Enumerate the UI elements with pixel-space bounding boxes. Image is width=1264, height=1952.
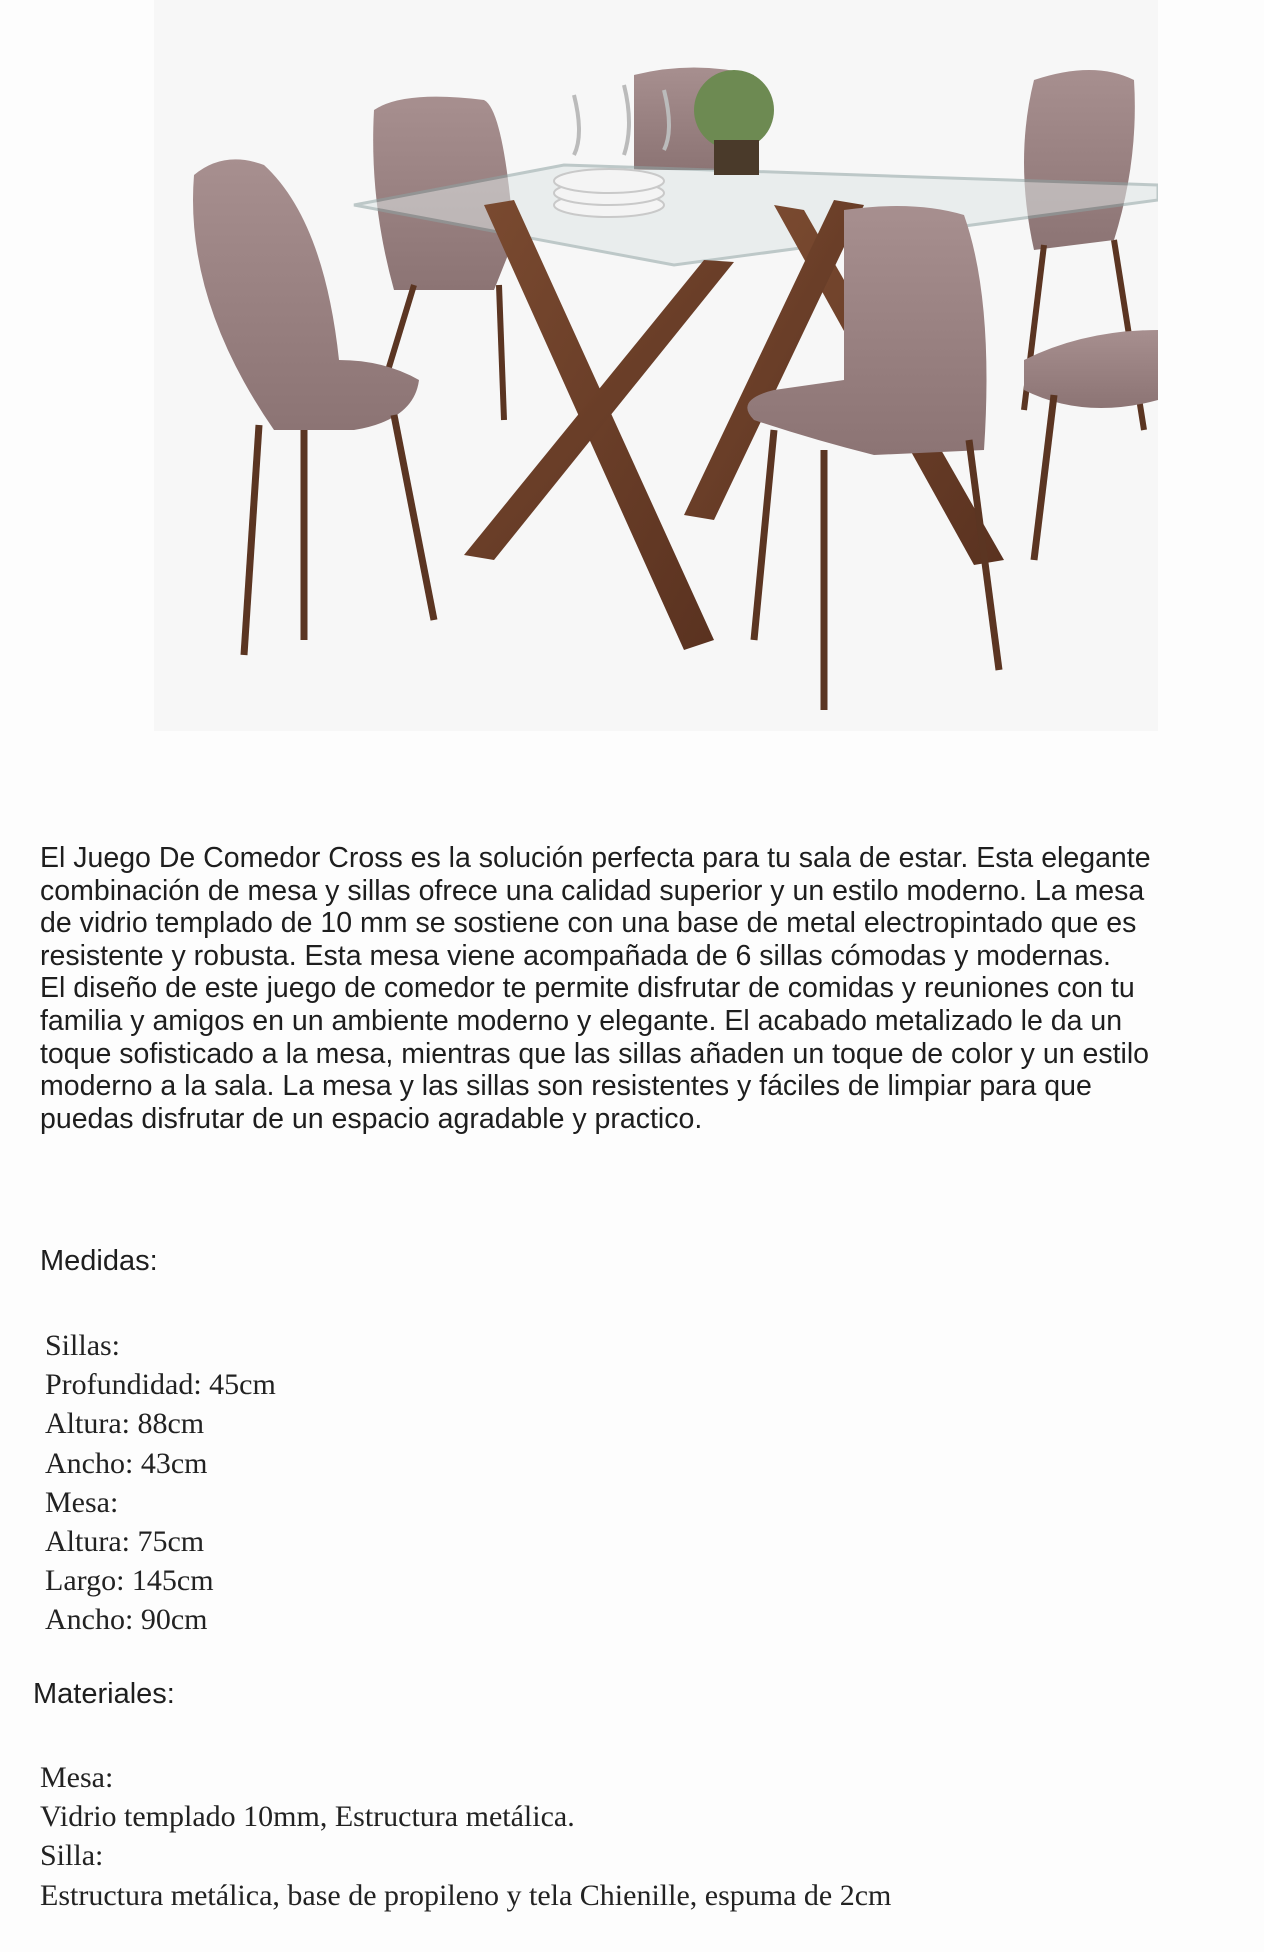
description-line: moderno a la sala. La mesa y las sillas son resistentes y fáciles de limpiar para que — [40, 1070, 1092, 1103]
description-line: puedas disfrutar de un espacio agradable y practico. — [40, 1102, 703, 1135]
medidas-list — [45, 1326, 276, 1640]
description-line: de vidrio templado de 10 mm se sostiene con una base de metal electropintado que es — [40, 907, 1137, 940]
medidas-line: Altura: 88cm — [45, 1407, 205, 1441]
materiales-heading: Materiales: — [33, 1678, 175, 1710]
description-line: resistente y robusta. Esta mesa viene acompañada de 6 sillas cómodas y modernas. — [40, 939, 1111, 972]
materiales-list — [40, 1758, 891, 1915]
dining-set-illustration — [154, 0, 1158, 731]
product-description — [40, 842, 1264, 1135]
description-line: combinación de mesa y sillas ofrece una calidad superior y un estilo moderno. La mesa — [40, 874, 1145, 907]
description-line: toque sofisticado a la mesa, mientras que las sillas añaden un toque de color y un estilo — [40, 1037, 1149, 1070]
product-image — [154, 0, 1158, 731]
medidas-line: Ancho: 43cm — [45, 1446, 208, 1480]
materiales-line: Estructura metálica, base de propileno y tela Chienille, espuma de 2cm — [40, 1878, 892, 1912]
medidas-line: Ancho: 90cm — [45, 1603, 208, 1637]
description-line: familia y amigos en un ambiente moderno y elegante. El acabado metalizado le da un — [40, 1004, 1123, 1037]
medidas-line: Largo: 145cm — [45, 1564, 214, 1598]
medidas-line: Mesa: — [45, 1485, 119, 1519]
materiales-line: Vidrio templado 10mm, Estructura metálica. — [40, 1800, 575, 1834]
materiales-line: Silla: — [40, 1839, 104, 1873]
materiales-line: Mesa: — [40, 1761, 114, 1794]
medidas-heading: Medidas: — [40, 1245, 158, 1277]
medidas-line: Profundidad: 45cm — [45, 1368, 276, 1402]
medidas-line: Sillas: — [45, 1329, 121, 1362]
description-line: El diseño de este juego de comedor te permite disfrutar de comidas y reuniones con tu — [40, 972, 1135, 1005]
description-line: El Juego De Comedor Cross es la solución perfecta para tu sala de estar. Esta elegante — [40, 842, 1151, 874]
medidas-line: Altura: 75cm — [45, 1525, 205, 1559]
